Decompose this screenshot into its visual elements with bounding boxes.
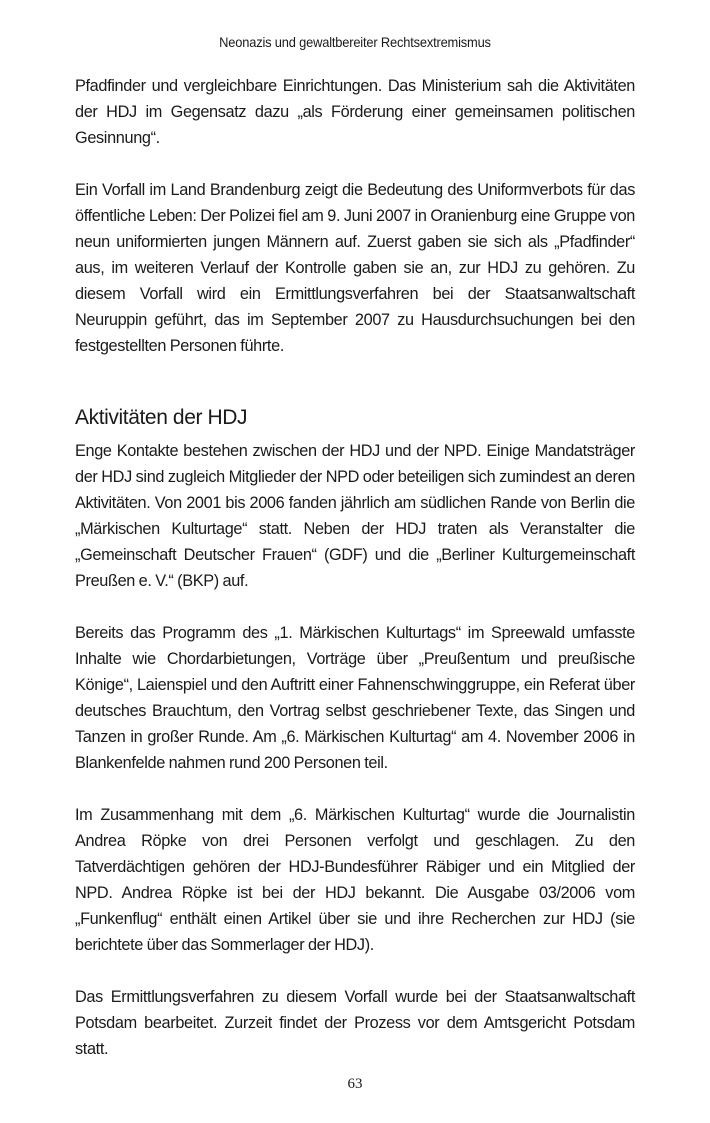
paragraph-2: Ein Vorfall im Land Brandenburg zeigt die Bedeutung des Uniformverbots für das öffentliche Leben: Der Polizei fiel am 9. Juni 2007 in Oranienburg eine Gruppe von neun uniformierten jungen Männern auf. Zuerst gaben sie sich als „Pfadfinder“ aus, im weiteren Verlauf der Kontrolle gaben sie an, zur HDJ zu gehören. Zu diesem Vorfall wird ein Ermittlungsverfahren bei der Staatsanwaltschaft Neuruppin geführt, das im September 2007 zu Hausdurchsuchungen bei den festgestellten Personen führte. [75,181,635,355]
paragraph-gap [75,594,635,620]
paragraph-1: Pfadfinder und vergleichbare Einrichtungen. Das Ministerium sah die Aktivitäten der HDJ im Gegensatz dazu „als Förderung einer gemeinsamen politischen Gesinnung“. [75,77,635,147]
page-body [75,73,635,1062]
page-number: 63 [347,1076,363,1092]
paragraph-gap [75,958,635,984]
section-gap [75,359,635,404]
paragraph-gap [75,776,635,802]
paragraph-4: Bereits das Programm des „1. Märkischen Kulturtags“ im Spreewald umfasste Inhalte wie Chordarbietungen, Vorträge über „Preußentum und preußische Könige“, Laienspiel und den Auftritt einer Fahnenschwinggruppe, ein Referat über deutsches Brauchtum, den Vortrag selbst geschriebener Texte, das Singen und Tanzen in großer Runde. Am „6. Märkischen Kulturtag“ am 4. November 2006 in Blankenfelde nahmen rund 200 Personen teil. [75,624,635,772]
section-heading: Aktivitäten der HDJ [75,406,248,429]
paragraph-3: Enge Kontakte bestehen zwischen der HDJ und der NPD. Einige Mandatsträger der HDJ sind zugleich Mitglieder der NPD oder beteiligen sich zumindest an deren Aktivitäten. Von 2001 bis 2006 fanden jährlich am südlichen Rande von Berlin die „Märkischen Kulturtage“ statt. Neben der HDJ traten als Veranstalter die „Gemeinschaft Deutscher Frauen“ (GDF) und die „Berliner Kulturgemeinschaft Preußen e. V.“ (BKP) auf. [75,442,635,590]
paragraph-6: Das Ermittlungsverfahren zu diesem Vorfall wurde bei der Staatsanwaltschaft Potsdam bearbeitet. Zurzeit findet der Prozess vor dem Amtsgericht Potsdam statt. [75,988,635,1058]
running-header: Neonazis und gewaltbereiter Rechtsextremismus [219,34,491,50]
paragraph-5: Im Zusammenhang mit dem „6. Märkischen Kulturtag“ wurde die Journalistin Andrea Röpke von drei Personen verfolgt und geschlagen. Zu den Tatverdächtigen gehören der HDJ-Bundesführer Räbiger und ein Mitglied der NPD. Andrea Röpke ist bei der HDJ bekannt. Die Ausgabe 03/2006 vom „Funkenflug“ enthält einen Artikel über sie und ihre Recherchen zur HDJ (sie berichtete über das Sommerlager der HDJ). [75,806,635,954]
paragraph-gap [75,151,635,177]
